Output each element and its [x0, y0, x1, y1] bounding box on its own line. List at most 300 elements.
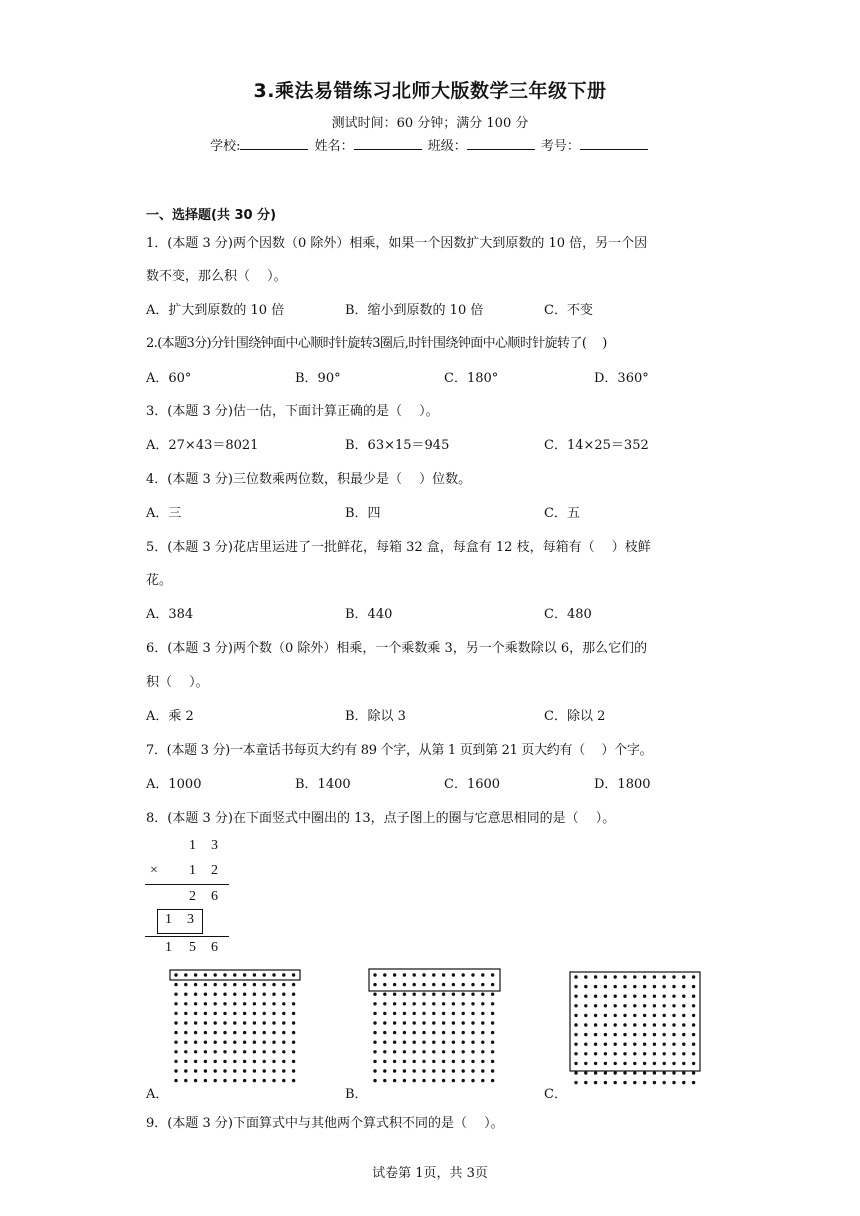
dot: [194, 1021, 197, 1024]
dot: [422, 1041, 425, 1044]
dot: [282, 1079, 285, 1082]
dot: [663, 995, 666, 998]
dot: [653, 1062, 656, 1065]
dot: [243, 1002, 246, 1005]
dot: [574, 1052, 577, 1055]
dot: [442, 1060, 445, 1063]
dot: [292, 983, 295, 986]
dot: [422, 1079, 425, 1082]
dot: [413, 1050, 416, 1053]
dot: [633, 1004, 636, 1007]
dot: [692, 985, 695, 988]
dot: [633, 1033, 636, 1036]
dot: [692, 1081, 695, 1084]
dot: [432, 1060, 435, 1063]
dot: [383, 993, 386, 996]
dot: [243, 1031, 246, 1034]
dot: [653, 1081, 656, 1084]
dot: [574, 1014, 577, 1017]
dot: [282, 1012, 285, 1015]
dot: [422, 1012, 425, 1015]
dot: [194, 983, 197, 986]
dot: [263, 983, 266, 986]
vm-row3-digit-1: 2: [189, 889, 196, 904]
dot: [594, 975, 597, 978]
dot: [462, 1002, 465, 1005]
dot: [403, 1012, 406, 1015]
dot: [432, 1012, 435, 1015]
dot: [481, 1012, 484, 1015]
dot: [233, 993, 236, 996]
dot: [393, 1060, 396, 1063]
dot: [574, 1004, 577, 1007]
dot: [692, 1014, 695, 1017]
dot: [432, 1069, 435, 1072]
dot: [373, 1031, 376, 1034]
dot: [672, 1071, 675, 1074]
dot: [383, 1079, 386, 1082]
dot: [442, 1050, 445, 1053]
dot: [194, 993, 197, 996]
dot: [194, 1050, 197, 1053]
dot: [471, 1050, 474, 1053]
dot: [432, 983, 435, 986]
q6-option-c: C．除以 2: [544, 709, 606, 724]
dot: [243, 1041, 246, 1044]
dot: [184, 1069, 187, 1072]
dot: [643, 1052, 646, 1055]
dot: [223, 993, 226, 996]
q4-option-b: B．四: [345, 506, 381, 521]
dot: [623, 1004, 626, 1007]
dot: [272, 1031, 275, 1034]
field-class-blank[interactable]: [467, 137, 535, 150]
dot: [452, 1021, 455, 1024]
dot: [584, 1033, 587, 1036]
dot: [643, 975, 646, 978]
dot: [481, 1002, 484, 1005]
dot: [214, 1050, 217, 1053]
dot: [633, 985, 636, 988]
dot: [623, 975, 626, 978]
dot: [413, 993, 416, 996]
dot: [623, 1081, 626, 1084]
dot: [422, 1021, 425, 1024]
dot: [682, 1081, 685, 1084]
dot: [594, 1014, 597, 1017]
dot: [682, 1052, 685, 1055]
dot: [272, 973, 275, 976]
dot: [633, 1052, 636, 1055]
dot: [413, 1021, 416, 1024]
dot: [574, 1043, 577, 1046]
dot: [233, 1012, 236, 1015]
dot: [174, 1060, 177, 1063]
dot: [373, 1050, 376, 1053]
dot: [373, 973, 376, 976]
question-1-line-1: 1．(本题 3 分)两个因数（0 除外）相乘，如果一个因数扩大到原数的 10 倍，另一个因: [146, 236, 648, 251]
dot-grid-c: [574, 975, 695, 1084]
dot: [373, 983, 376, 986]
dot: [481, 1021, 484, 1024]
field-name-blank[interactable]: [354, 137, 422, 150]
q2-option-d: D．360°: [594, 371, 649, 386]
dot: [491, 1041, 494, 1044]
dot: [643, 995, 646, 998]
q2-option-b: B．90°: [295, 371, 341, 386]
dot: [282, 993, 285, 996]
dot: [403, 983, 406, 986]
dot: [383, 1069, 386, 1072]
dot: [373, 1041, 376, 1044]
dot: [263, 973, 266, 976]
dot: [194, 973, 197, 976]
dot: [214, 1012, 217, 1015]
dot: [653, 1014, 656, 1017]
dot: [462, 1079, 465, 1082]
dot: [643, 1043, 646, 1046]
dot: [184, 973, 187, 976]
dot: [481, 1060, 484, 1063]
dot: [462, 1031, 465, 1034]
dot: [452, 1031, 455, 1034]
dot: [253, 993, 256, 996]
dot: [462, 983, 465, 986]
dot: [481, 1041, 484, 1044]
dot: [292, 1031, 295, 1034]
dot: [272, 1012, 275, 1015]
dot: [243, 1079, 246, 1082]
dot: [174, 983, 177, 986]
dot: [672, 1014, 675, 1017]
dot: [682, 1023, 685, 1026]
dot: [223, 1021, 226, 1024]
dot: [614, 1023, 617, 1026]
dot: [223, 973, 226, 976]
dot: [282, 1050, 285, 1053]
q7-option-c: C．1600: [444, 777, 501, 792]
dot: [481, 993, 484, 996]
dot: [373, 1060, 376, 1063]
dot: [393, 1079, 396, 1082]
dot: [432, 1041, 435, 1044]
dot: [223, 1069, 226, 1072]
dot: [663, 1023, 666, 1026]
q1-option-c: C．不变: [544, 303, 593, 318]
dot: [204, 1012, 207, 1015]
dot: [413, 1060, 416, 1063]
dot: [243, 1012, 246, 1015]
q5-option-b: B．440: [345, 607, 393, 622]
dot: [623, 1043, 626, 1046]
dot: [263, 1012, 266, 1015]
dot: [491, 1060, 494, 1063]
dot: [214, 1069, 217, 1072]
dot: [253, 1079, 256, 1082]
dot: [471, 1041, 474, 1044]
dot: [604, 1014, 607, 1017]
dot-grid-b: [373, 973, 494, 1082]
dot: [604, 975, 607, 978]
dot: [243, 1060, 246, 1063]
dot: [292, 1012, 295, 1015]
dot: [442, 983, 445, 986]
dot: [204, 1079, 207, 1082]
dot: [623, 1014, 626, 1017]
dot: [292, 1002, 295, 1005]
q3-option-b: B．63×15＝945: [345, 438, 450, 453]
dot: [614, 1081, 617, 1084]
dot: [643, 985, 646, 988]
dot: [272, 1041, 275, 1044]
dot: [623, 985, 626, 988]
dot: [604, 1071, 607, 1074]
dot: [584, 995, 587, 998]
dot: [292, 1041, 295, 1044]
dot: [272, 1021, 275, 1024]
dot: [614, 1043, 617, 1046]
dot: [223, 1079, 226, 1082]
dot: [184, 993, 187, 996]
dot: [373, 1079, 376, 1082]
dot: [403, 1079, 406, 1082]
dot: [594, 1052, 597, 1055]
dot: [413, 983, 416, 986]
dot: [682, 1043, 685, 1046]
dot: [383, 1021, 386, 1024]
dot: [653, 1043, 656, 1046]
dot: [204, 1041, 207, 1044]
dot: [282, 1041, 285, 1044]
vm-row1-digit-1: 1: [189, 838, 196, 853]
dot: [292, 993, 295, 996]
question-9-line-1: 9．(本题 3 分)下面算式中与其他两个算式积不同的是（ ）。: [146, 1116, 504, 1131]
dot: [422, 993, 425, 996]
question-8-line-1: 8．(本题 3 分)在下面竖式中圈出的 13，点子图上的圈与它意思相同的是（ ）。: [146, 811, 616, 826]
dot: [604, 985, 607, 988]
dot: [491, 993, 494, 996]
dot: [393, 983, 396, 986]
dot: [471, 1021, 474, 1024]
dot: [584, 1081, 587, 1084]
dot: [682, 1033, 685, 1036]
dot: [442, 1041, 445, 1044]
dot: [253, 1050, 256, 1053]
dot: [452, 1079, 455, 1082]
dot: [452, 1041, 455, 1044]
field-school-blank[interactable]: [240, 137, 308, 150]
dot: [462, 1069, 465, 1072]
q6-option-a: A．乘 2: [146, 709, 194, 724]
dot: [604, 995, 607, 998]
dot: [594, 1043, 597, 1046]
dot: [432, 1079, 435, 1082]
vm-row5-digit-1: 1: [165, 940, 172, 955]
dot-diagrams: [0, 960, 860, 1095]
dot: [663, 1043, 666, 1046]
field-class-label: 班级：: [427, 139, 467, 154]
dot: [194, 1069, 197, 1072]
q8-option-b: B．: [345, 1087, 368, 1102]
dot: [653, 1071, 656, 1074]
dot: [584, 1062, 587, 1065]
q7-option-d: D．1800: [594, 777, 651, 792]
dot: [452, 993, 455, 996]
dot: [643, 1023, 646, 1026]
dot: [413, 1012, 416, 1015]
dot: [614, 1033, 617, 1036]
dot: [623, 1023, 626, 1026]
field-name-label: 姓名：: [314, 139, 354, 154]
dot: [272, 993, 275, 996]
dot: [584, 975, 587, 978]
dot: [393, 993, 396, 996]
dot: [491, 1012, 494, 1015]
dot: [282, 1002, 285, 1005]
field-id-blank[interactable]: [580, 137, 648, 150]
dot: [653, 1023, 656, 1026]
vm-line-1: [145, 884, 229, 885]
dot: [204, 1050, 207, 1053]
dot: [653, 1033, 656, 1036]
dot: [214, 1079, 217, 1082]
field-school-label: 学校:: [210, 139, 241, 154]
dot: [442, 1079, 445, 1082]
vm-row3-digit-2: 6: [211, 889, 218, 904]
dot: [574, 1033, 577, 1036]
dot: [481, 983, 484, 986]
dot: [253, 983, 256, 986]
dot: [184, 1060, 187, 1063]
dot: [233, 1041, 236, 1044]
dot: [481, 973, 484, 976]
dot: [393, 1050, 396, 1053]
dot: [452, 1002, 455, 1005]
dot: [692, 995, 695, 998]
question-4-line-1: 4．(本题 3 分)三位数乘两位数，积最少是（ ）位数。: [146, 472, 472, 487]
dot: [672, 1081, 675, 1084]
dot: [574, 1062, 577, 1065]
dot: [653, 975, 656, 978]
dot: [682, 985, 685, 988]
dot: [432, 1002, 435, 1005]
q7-option-a: A．1000: [146, 777, 202, 792]
dot: [462, 1050, 465, 1053]
dot: [584, 1071, 587, 1074]
dot: [204, 1069, 207, 1072]
dot: [442, 1021, 445, 1024]
dot: [233, 1079, 236, 1082]
dot: [653, 995, 656, 998]
dot: [633, 975, 636, 978]
dot: [214, 1031, 217, 1034]
dot: [413, 973, 416, 976]
dot: [184, 1079, 187, 1082]
dot: [672, 995, 675, 998]
q8-option-c: C．: [544, 1087, 567, 1102]
dot: [491, 983, 494, 986]
dot: [422, 983, 425, 986]
dot: [204, 1002, 207, 1005]
dot: [643, 1033, 646, 1036]
dot: [442, 1031, 445, 1034]
dot: [282, 1031, 285, 1034]
dot: [383, 973, 386, 976]
dot: [214, 1041, 217, 1044]
dot: [594, 985, 597, 988]
dot: [594, 1023, 597, 1026]
dot: [413, 1041, 416, 1044]
dot: [633, 1062, 636, 1065]
dot: [373, 1012, 376, 1015]
question-1-line-2: 数不变，那么积（ ）。: [146, 269, 287, 284]
dot: [292, 1050, 295, 1053]
dot: [184, 1050, 187, 1053]
dot: [223, 1031, 226, 1034]
q5-option-a: A．384: [146, 607, 194, 622]
dot: [584, 1052, 587, 1055]
dot: [663, 1062, 666, 1065]
dot: [481, 1079, 484, 1082]
dot: [653, 1052, 656, 1055]
dot: [422, 1031, 425, 1034]
dot: [643, 1071, 646, 1074]
dot: [272, 1002, 275, 1005]
vm-row1-digit-2: 3: [211, 838, 218, 853]
dot: [194, 1012, 197, 1015]
dot: [184, 1041, 187, 1044]
dot: [272, 1060, 275, 1063]
dot: [682, 995, 685, 998]
dot: [292, 1021, 295, 1024]
dot: [623, 995, 626, 998]
page-title: 3.乘法易错练习北师大版数学三年级下册: [253, 80, 607, 102]
dot: [174, 1031, 177, 1034]
dot: [471, 973, 474, 976]
dot: [174, 1021, 177, 1024]
q1-option-a: A．扩大到原数的 10 倍: [146, 303, 285, 318]
dot: [233, 1069, 236, 1072]
q6-option-b: B．除以 3: [345, 709, 406, 724]
dot: [452, 983, 455, 986]
dot: [184, 1012, 187, 1015]
dot: [663, 975, 666, 978]
dot: [633, 1043, 636, 1046]
dot: [614, 975, 617, 978]
dot: [643, 1004, 646, 1007]
dot: [393, 1031, 396, 1034]
dot: [422, 973, 425, 976]
dot: [233, 973, 236, 976]
dot: [584, 1014, 587, 1017]
dot: [194, 1041, 197, 1044]
dot: [672, 1023, 675, 1026]
dot: [184, 1021, 187, 1024]
dot: [471, 993, 474, 996]
dot: [491, 1079, 494, 1082]
dot: [223, 1041, 226, 1044]
dot: [692, 1033, 695, 1036]
dot: [243, 1069, 246, 1072]
dot-grid-b-circle: [369, 969, 500, 991]
question-6-line-2: 积（ ）。: [146, 675, 209, 690]
dot: [574, 985, 577, 988]
dot: [403, 1041, 406, 1044]
dot: [272, 983, 275, 986]
dot: [393, 1012, 396, 1015]
dot: [692, 1052, 695, 1055]
dot: [263, 1079, 266, 1082]
